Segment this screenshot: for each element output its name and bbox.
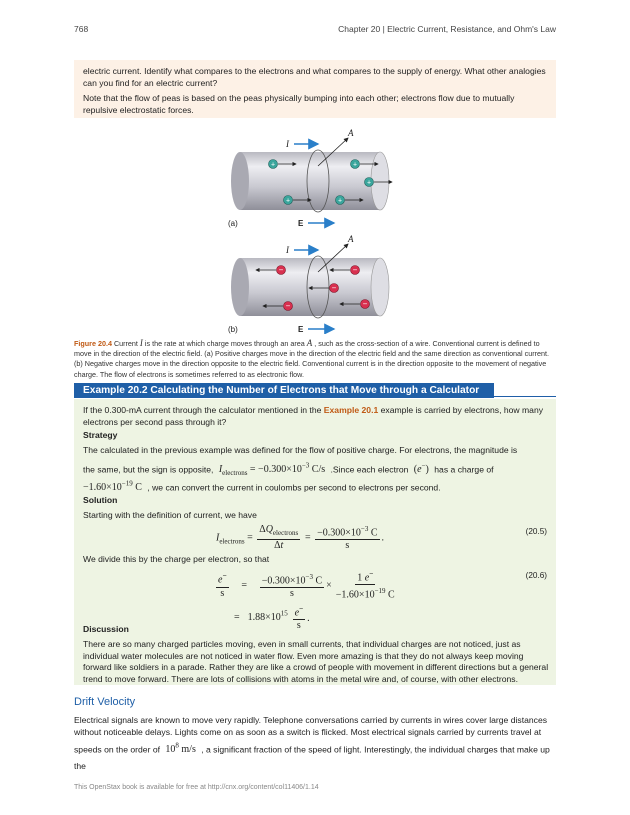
field-label-a: E	[298, 219, 304, 228]
drift-paragraph-2	[74, 738, 556, 774]
field-label-b: E	[298, 325, 304, 334]
wire-a	[228, 128, 392, 228]
svg-text:−: −	[331, 283, 337, 293]
example-20-1-link[interactable]: Example 20.1	[323, 405, 379, 415]
area-label-b: A	[348, 234, 354, 244]
current-electrons-expression: $I_{electrons} = -0.300\times 10^{-3}$ C/s	[218, 462, 326, 478]
solution-heading: Solution	[83, 495, 118, 505]
strategy-line-3	[83, 476, 549, 496]
example-box	[74, 399, 556, 685]
example-intro-b: example is carried by electrons, how many electrons per second pass through it?	[83, 405, 544, 427]
svg-text:+: +	[337, 197, 343, 205]
svg-text:−: −	[278, 265, 284, 275]
current-label-b: I	[286, 245, 289, 255]
label-a: (a)	[228, 219, 238, 228]
strategy-text-c: has a charge of	[434, 464, 494, 475]
caption-label: Figure 20.4	[74, 339, 112, 348]
svg-text:+: +	[285, 197, 291, 205]
speed-expression: $10^8$ m/s	[165, 742, 196, 756]
intro-box	[74, 60, 556, 118]
drift-text-b: , a significant fraction of the speed of light. Interestingly, the individual charges that make up the	[74, 744, 550, 772]
drift-paragraph-1: Electrical signals are known to move very rapidly. Telephone conversations carried by currents in wires cover large distances without noticeable delays. Lights come on as soon as a switch is flicked. Most electrical signals carried by currents travel at	[74, 715, 548, 737]
equation-number-20-6: (20.6)	[525, 571, 547, 580]
chapter-title: Chapter 20 | Electric Current, Resistance, and Ohm's Law	[338, 24, 556, 34]
current-label-a: I	[286, 139, 289, 149]
svg-text:+: +	[352, 161, 358, 169]
caption-text-1: Current	[113, 339, 138, 348]
intro-paragraph-2: Note that the flow of peas is based on the peas physically bumping into each other; electrons flow due to mutually repulsive electrostatic forces.	[83, 93, 515, 115]
electron-charge-expression: $-1.60\times 10^{-19}$ C	[83, 480, 142, 494]
caption-text-3: , such as the cross-section of a wire. Conventional current is defined to move in the direction of the electric field. (a) Positive charges move in the direction of the electric field and the same direction as conventional current. (b) Negative charges move in the direction opposite to the electric field. Conventional current is in the direction opposite to the movement of negative charge. The flow of electrons is sometimes referred to as electronic flow.	[74, 339, 550, 379]
strategy-line-1: The calculated in the previous example was defined for the flow of positive charge. For electrons, the magnitude is	[83, 445, 518, 455]
drift-text-a: speeds on the order of	[74, 744, 160, 755]
current-diagram	[200, 124, 430, 334]
label-b: (b)	[228, 325, 238, 334]
svg-text:−: −	[352, 265, 358, 275]
example-intro	[83, 405, 549, 428]
strategy-text-d: , we can convert the current in coulombs per second to electrons per second.	[147, 482, 441, 493]
svg-text:−: −	[285, 301, 291, 311]
page-number: 768	[74, 24, 89, 34]
example-title: Example 20.2 Calculating the Number of Electrons that Move through a Calculator	[74, 383, 494, 398]
svg-text:+: +	[366, 179, 372, 187]
area-label-a: A	[348, 128, 354, 138]
equation-number-20-5: (20.5)	[525, 527, 547, 536]
solution-line-2: We divide this by the charge per electron, so that	[83, 554, 270, 564]
equation-20-6: $\frac{e^-}{s}$ = $\frac{-0.300\times 10^{-3} C}{s}$ × $\frac{1 e^-}{-1.60\times 10^{-19} C}$ = $1.88\times 10^{15}$ $\frac{e^-}{s}$ .	[218, 571, 395, 631]
caption-text-2: is the rate at which charge moves through an area	[144, 339, 305, 348]
drift-velocity-heading: Drift Velocity	[74, 696, 136, 708]
example-intro-a: If the 0.300-mA current through the calculator mentioned in the	[83, 405, 322, 415]
svg-text:−: −	[362, 299, 368, 309]
wire-b	[228, 234, 389, 334]
caption-symbol-I: I	[139, 338, 143, 348]
title-rule	[494, 396, 556, 397]
svg-text:+: +	[270, 161, 276, 169]
strategy-heading: Strategy	[83, 430, 118, 440]
intro-paragraph-1: electric current. Identify what compares to the electrons and what compares to the supply of energy. What other analogies can you find for an electric current?	[83, 66, 546, 88]
solution-line-1: Starting with the definition of current, we have	[83, 510, 257, 520]
electron-symbol: (e−)	[413, 462, 429, 476]
equation-20-5: $I_{electrons}$ = $\frac{\Delta Q_{electrons}}{\Delta t}$ = $\frac{-0.300\times 10^{-3} C}{s}$ .	[216, 523, 385, 552]
caption-symbol-A: A	[306, 338, 313, 348]
discussion-text: There are so many charged particles moving, even in small currents, that individual charges are not noticed, just as individual water molecules are not noticed in water flow. Even more amazing is that they do not always keep moving forward like soldiers in a parade. Rather they are like a crowd of people with movement in different directions but a general trend to move forward. There are lots of collisions with atoms in the metal wire and, of course, with other electrons.	[83, 639, 549, 684]
strategy-text-a: the same, but the sign is opposite,	[83, 464, 214, 475]
strategy-text-b: .Since each electron	[330, 464, 409, 475]
discussion-heading: Discussion	[83, 624, 129, 634]
figure-20-4	[200, 124, 430, 334]
footer-text: This OpenStax book is available for free at http://cnx.org/content/col11406/1.14	[74, 784, 319, 791]
figure-caption	[74, 338, 556, 380]
